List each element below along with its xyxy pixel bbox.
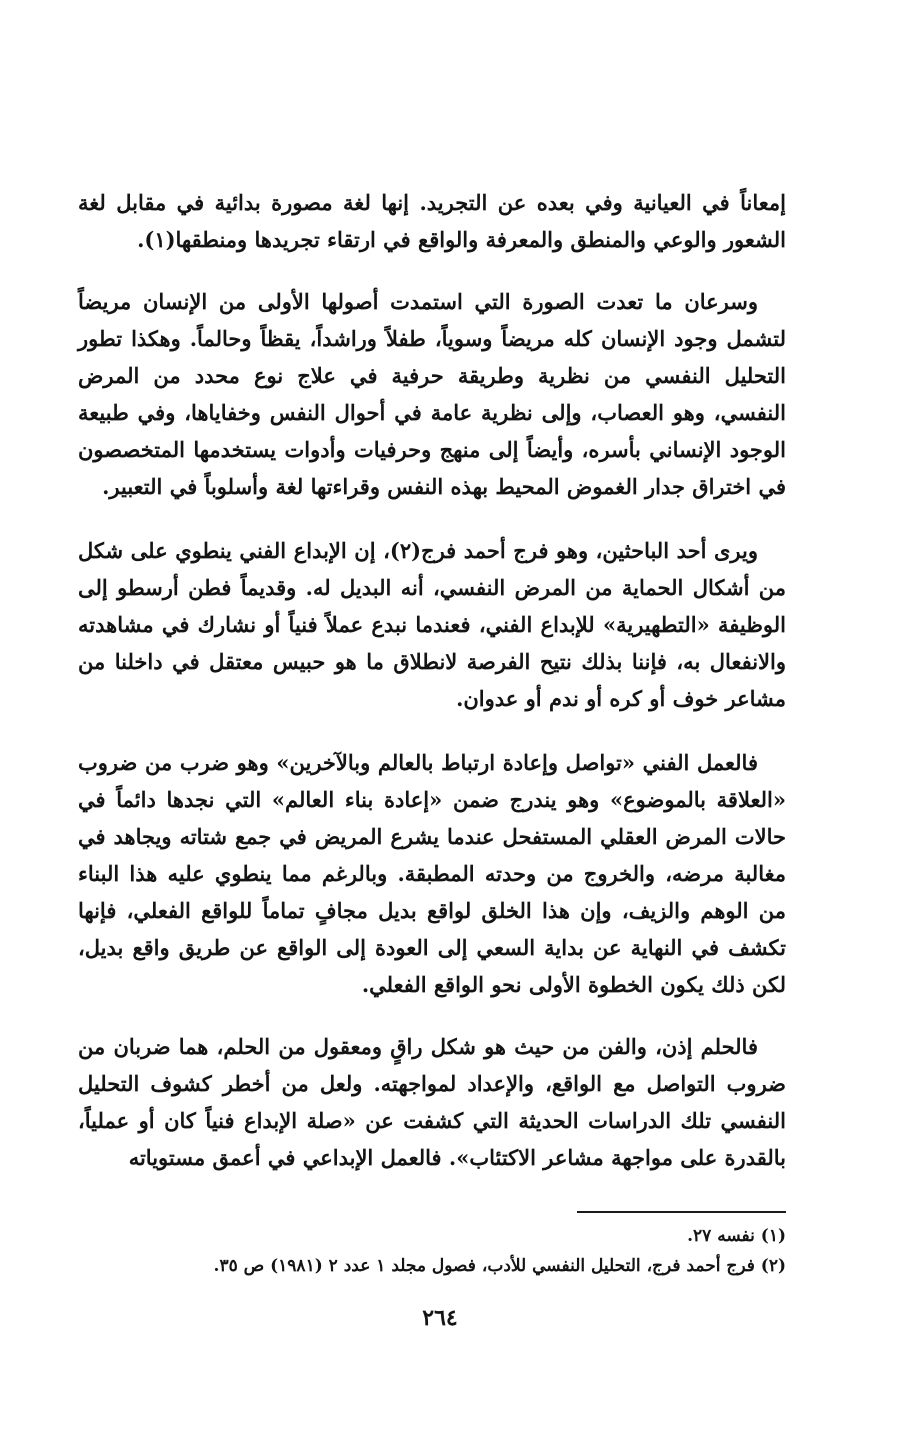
paragraph-4: فالعمل الفني «تواصل وإعادة ارتباط بالعالم وبالآخرين» وهو ضرب من ضروب «العلاقة بالموضوع» وهو يندرج ضمن «إعادة بناء العالم» التي نجدها دائماً في حالات المرض العقلي المستفحل عندما يشرع المريض في جمع شتاته ويجاهد في مغالبة مرضه، والخروج من وحدته المطبقة. وبالرغم مما ينطوي عليه هذا البناء من الوهم والزيف، وإن هذا الخلق لواقع بديل مجافٍ تماماً للواقع الفعلي، فإنها تكشف في النهاية عن بداية السعي إلى العودة إلى الواقع عن طريق واقع بديل، لكن ذلك يكون الخطوة الأولى نحو الواقع الفعلي. — [78, 750, 786, 997]
page-number: ٢٦٤ — [422, 1305, 458, 1331]
paragraph-1: إمعاناً في العيانية وفي بعده عن التجريد. إنها لغة مصورة بدائية في مقابل لغة الشعور والوعي والمنطق والمعرفة والواقع في ارتقاء تجريدها ومنطقها(١). — [78, 190, 786, 252]
paragraph-3: ويرى أحد الباحثين، وهو فرج أحمد فرج(٢)، إن الإبداع الفني ينطوي على شكل من أشكال الحماية من المرض النفسي، أنه البديل له. وقديماً فطن أرسطو إلى الوظيفة «التطهيرية» للإبداع الفني، فعندما نبدع عملاً فنياً أو نشارك في مشاهدته والانفعال به، فإننا بذلك نتيح الفرصة لانطلاق ما هو حبيس معتقل في داخلنا من مشاعر خوف أو كره أو ندم أو عدوان. — [78, 538, 786, 711]
paragraph-2: وسرعان ما تعدت الصورة التي استمدت أصولها الأولى من الإنسان مريضاً لتشمل وجود الإنسان كله مريضاً وسوياً، طفلاً وراشداً، يقظاً وحالماً. وهكذا تطور التحليل النفسي من نظرية وطريقة حرفية في علاج نوع محدد من المرض النفسي، وهو العصاب، وإلى نظرية عامة في أحوال النفس وخفاياها، وفي طبيعة الوجود الإنساني بأسره، وأيضاً إلى منهج وحرفيات وأدوات يستخدمها المتخصصون في اختراق جدار الغموض المحيط بهذه النفس وقراءتها لغة وأسلوباً في التعبير. — [78, 289, 786, 499]
footnote-divider — [577, 1211, 786, 1213]
paragraph-5: فالحلم إذن، والفن من حيث هو شكل راقٍ ومعقول من الحلم، هما ضربان من ضروب التواصل مع الواقع، والإعداد لمواجهته. ولعل من أخطر كشوف التحليل النفسي تلك الدراسات الحديثة التي كشفت عن «صلة الإبداع فنياً كان أو عملياً، بالقدرة على مواجهة مشاعر الاكتئاب». فالعمل الإبداعي في أعمق مستوياته — [78, 1034, 786, 1170]
footnote-2: (٢) فرج أحمد فرج، التحليل النفسي للأدب، فصول مجلد ١ عدد ٢ (١٩٨١) ص ٣٥. — [213, 1256, 786, 1276]
footnote-1: (١) نفسه ٢٧. — [687, 1226, 786, 1246]
